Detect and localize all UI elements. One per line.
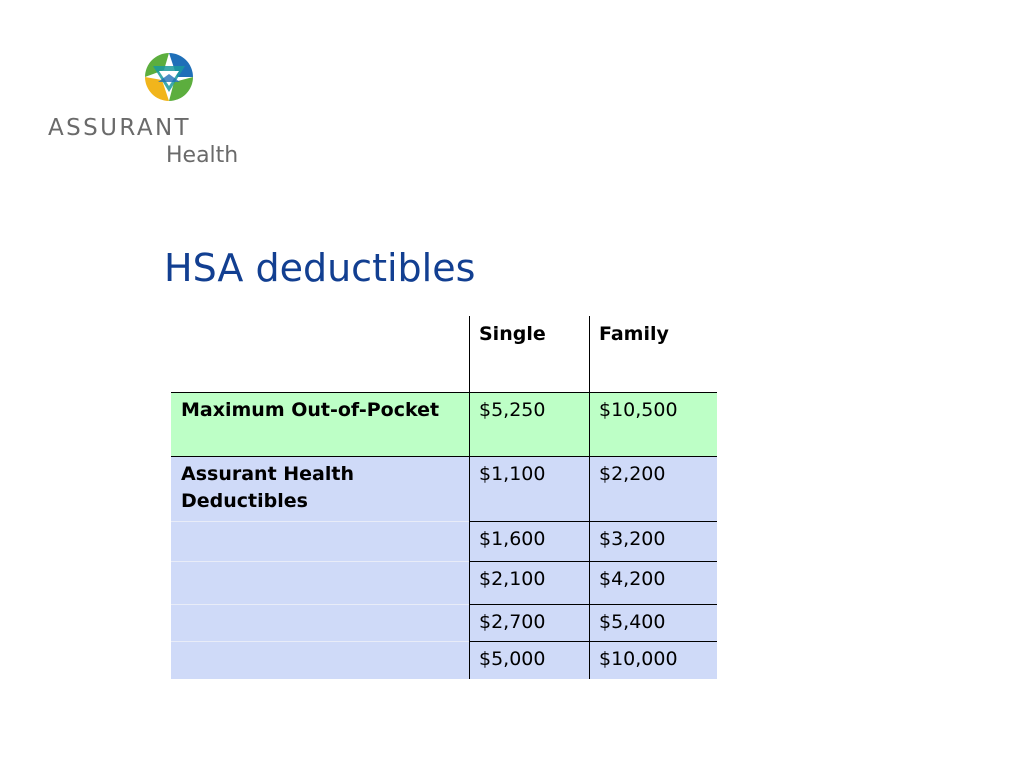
table-rule-light — [171, 561, 469, 562]
header-label-cell — [171, 316, 469, 392]
table-rule — [469, 604, 717, 605]
table-rule-light — [171, 604, 469, 605]
deductible-family-2: $3,200 — [589, 521, 717, 561]
max-oop-label: Maximum Out-of-Pocket — [171, 392, 469, 456]
table-rule — [469, 561, 717, 562]
deductible-family-5: $10,000 — [589, 641, 717, 679]
deductible-single-4: $2,700 — [469, 604, 589, 641]
deductible-single-5: $5,000 — [469, 641, 589, 679]
header-single: Single — [479, 323, 546, 345]
table-rule-light — [171, 521, 469, 522]
table-rule — [171, 392, 717, 393]
table-column-divider — [469, 316, 470, 679]
deductible-family-4: $5,400 — [589, 604, 717, 641]
table-rule — [171, 456, 717, 457]
hsa-deductibles-table — [171, 316, 717, 679]
logo-name: ASSURANT — [48, 115, 192, 141]
header-family: Family — [599, 323, 669, 345]
table-column-divider — [589, 316, 590, 679]
assurant-health-logo — [48, 52, 248, 172]
assurant-logo-icon — [144, 52, 194, 102]
page-title: HSA deductibles — [164, 246, 476, 290]
max-oop-single: $5,250 — [469, 392, 589, 456]
deductibles-label: Assurant Health Deductibles — [171, 456, 469, 679]
deductible-single-2: $1,600 — [469, 521, 589, 561]
deductible-family-3: $4,200 — [589, 561, 717, 604]
deductible-single-3: $2,100 — [469, 561, 589, 604]
deductible-single-1: $1,100 — [469, 456, 589, 521]
max-oop-family: $10,500 — [589, 392, 717, 456]
logo-subtitle: Health — [166, 143, 239, 168]
table-rule-light — [171, 641, 469, 642]
table-rule — [469, 641, 717, 642]
deductible-family-1: $2,200 — [589, 456, 717, 521]
table-rule — [469, 521, 717, 522]
